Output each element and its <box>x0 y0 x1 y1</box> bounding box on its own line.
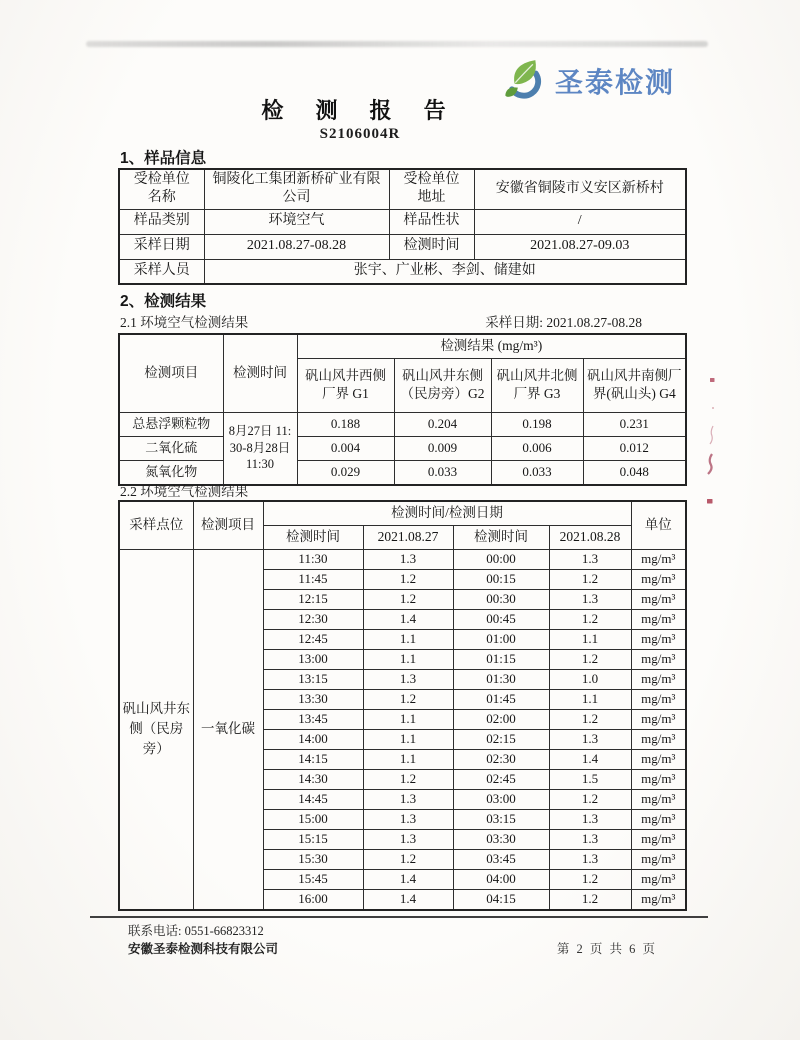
field-label: 受检单位地址 <box>389 169 474 209</box>
unit-cell: mg/m³ <box>631 709 686 729</box>
subcolumn-header-time2: 检测时间 <box>453 525 549 549</box>
time2-cell: 01:15 <box>453 649 549 669</box>
time2-cell: 00:00 <box>453 549 549 569</box>
unit-cell: mg/m³ <box>631 749 686 769</box>
footer-page-number: 第 2 页 共 6 页 <box>556 942 657 956</box>
footer-phone: 联系电话: 0551-66823312 <box>128 924 264 938</box>
time2-cell: 01:30 <box>453 669 549 689</box>
time1-cell: 15:30 <box>263 849 363 869</box>
time1-cell: 14:15 <box>263 749 363 769</box>
time1-cell: 16:00 <box>263 889 363 910</box>
time2-cell: 03:45 <box>453 849 549 869</box>
subcolumn-header-date2: 2021.08.28 <box>549 525 631 549</box>
value1-cell: 1.1 <box>363 629 453 649</box>
footer-company: 安徽圣泰检测科技有限公司 <box>128 942 279 956</box>
unit-cell: mg/m³ <box>631 829 686 849</box>
column-header-time: 检测时间 <box>223 334 297 412</box>
field-label: 采样日期 <box>119 234 204 259</box>
column-header-point: 采样点位 <box>119 501 193 549</box>
result-value-cell: 0.204 <box>394 412 491 436</box>
value1-cell: 1.4 <box>363 609 453 629</box>
value2-cell: 1.3 <box>549 729 631 749</box>
value2-cell: 1.5 <box>549 769 631 789</box>
column-header-datetime: 检测时间/检测日期 <box>263 501 631 525</box>
time1-cell: 12:45 <box>263 629 363 649</box>
section-heading-sample-info: 1、样品信息 <box>120 150 207 167</box>
table-row <box>119 259 686 284</box>
value1-cell: 1.2 <box>363 769 453 789</box>
time1-cell: 11:45 <box>263 569 363 589</box>
result-value-cell: 0.231 <box>583 412 686 436</box>
value1-cell: 1.1 <box>363 709 453 729</box>
time2-cell: 00:15 <box>453 569 549 589</box>
time2-cell: 02:00 <box>453 709 549 729</box>
stamp-bleed-marks <box>698 374 722 510</box>
subsection-caption-22: 2.2 环境空气检测结果 <box>120 484 249 499</box>
time1-cell: 15:45 <box>263 869 363 889</box>
value2-cell: 1.3 <box>549 549 631 569</box>
column-header-param: 检测项目 <box>119 334 223 412</box>
value1-cell: 1.3 <box>363 809 453 829</box>
time2-cell: 03:15 <box>453 809 549 829</box>
field-label: 受检单位名称 <box>119 169 204 209</box>
air2-tbody <box>119 549 686 910</box>
value1-cell: 1.2 <box>363 849 453 869</box>
unit-cell: mg/m³ <box>631 869 686 889</box>
value1-cell: 1.1 <box>363 729 453 749</box>
result-row <box>119 412 686 436</box>
air1-tbody <box>119 412 686 485</box>
field-value: 2021.08.27-09.03 <box>474 234 686 259</box>
time1-cell: 11:30 <box>263 549 363 569</box>
sampling-date-label: 采样日期: 2021.08.27-08.28 <box>485 315 642 330</box>
value2-cell: 1.3 <box>549 809 631 829</box>
time2-cell: 04:00 <box>453 869 549 889</box>
footer-divider <box>90 916 708 918</box>
parameter-cell: 总悬浮颗粒物 <box>119 412 223 436</box>
value2-cell: 1.3 <box>549 849 631 869</box>
time1-cell: 14:45 <box>263 789 363 809</box>
field-value: 安徽省铜陵市义安区新桥村 <box>474 169 686 209</box>
result-value-cell: 0.048 <box>583 460 686 485</box>
parameter-cell: 一氧化碳 <box>193 549 263 910</box>
value1-cell: 1.3 <box>363 669 453 689</box>
header-row <box>119 334 686 358</box>
value2-cell: 1.2 <box>549 869 631 889</box>
value1-cell: 1.3 <box>363 549 453 569</box>
field-label: 检测时间 <box>389 234 474 259</box>
subsection-caption-21: 2.1 环境空气检测结果 <box>120 315 249 330</box>
section-heading-results: 2、检测结果 <box>120 293 207 310</box>
station-header-g2: 矾山风井东侧（民房旁）G2 <box>394 358 491 412</box>
scan-artifact-top <box>86 41 708 47</box>
result-value-cell: 0.004 <box>297 436 394 460</box>
result-row <box>119 436 686 460</box>
report-number: S2106004R <box>319 126 401 142</box>
table-row <box>119 209 686 234</box>
time1-cell: 12:15 <box>263 589 363 609</box>
subcolumn-header-time1: 检测时间 <box>263 525 363 549</box>
time2-cell: 01:00 <box>453 629 549 649</box>
value1-cell: 1.1 <box>363 749 453 769</box>
unit-cell: mg/m³ <box>631 629 686 649</box>
result-value-cell: 0.009 <box>394 436 491 460</box>
column-header-result: 检测结果 (mg/m³) <box>297 334 686 358</box>
air-results-table-2 <box>118 500 687 911</box>
unit-cell: mg/m³ <box>631 649 686 669</box>
time1-cell: 15:00 <box>263 809 363 829</box>
unit-cell: mg/m³ <box>631 729 686 749</box>
field-value: / <box>474 209 686 234</box>
time2-cell: 02:15 <box>453 729 549 749</box>
time2-cell: 02:30 <box>453 749 549 769</box>
time1-cell: 13:45 <box>263 709 363 729</box>
value2-cell: 1.1 <box>549 689 631 709</box>
field-label: 样品性状 <box>389 209 474 234</box>
value2-cell: 1.2 <box>549 789 631 809</box>
field-value: 环境空气 <box>204 209 389 234</box>
unit-cell: mg/m³ <box>631 589 686 609</box>
unit-cell: mg/m³ <box>631 809 686 829</box>
result-value-cell: 0.006 <box>491 436 583 460</box>
time-range-cell: 8月27日 11:30-8月28日 11:30 <box>223 412 297 485</box>
unit-cell: mg/m³ <box>631 849 686 869</box>
table-row <box>119 234 686 259</box>
report-title: 检 测 报 告 <box>261 98 459 123</box>
time1-cell: 13:15 <box>263 669 363 689</box>
time2-cell: 04:15 <box>453 889 549 910</box>
value2-cell: 1.4 <box>549 749 631 769</box>
unit-cell: mg/m³ <box>631 549 686 569</box>
unit-cell: mg/m³ <box>631 889 686 910</box>
header-row <box>119 501 686 525</box>
result-value-cell: 0.198 <box>491 412 583 436</box>
column-header-unit: 单位 <box>631 501 686 549</box>
time1-cell: 14:30 <box>263 769 363 789</box>
measurement-row <box>119 549 686 569</box>
parameter-cell: 氮氧化物 <box>119 460 223 485</box>
logo-text: 圣泰检测 <box>555 67 676 98</box>
value2-cell: 1.2 <box>549 609 631 629</box>
field-value: 铜陵化工集团新桥矿业有限公司 <box>204 169 389 209</box>
value2-cell: 1.3 <box>549 829 631 849</box>
value2-cell: 1.0 <box>549 669 631 689</box>
value2-cell: 1.2 <box>549 709 631 729</box>
result-value-cell: 0.188 <box>297 412 394 436</box>
result-value-cell: 0.029 <box>297 460 394 485</box>
unit-cell: mg/m³ <box>631 609 686 629</box>
time2-cell: 01:45 <box>453 689 549 709</box>
value2-cell: 1.2 <box>549 889 631 910</box>
value1-cell: 1.3 <box>363 789 453 809</box>
value2-cell: 1.2 <box>549 649 631 669</box>
station-header-g3: 矾山风井北侧厂界 G3 <box>491 358 583 412</box>
table-row <box>119 169 686 209</box>
value2-cell: 1.1 <box>549 629 631 649</box>
sample-info-table <box>118 168 687 285</box>
station-header-g1: 矾山风井西侧厂界 G1 <box>297 358 394 412</box>
sampling-point-cell: 矾山风井东侧（民房旁） <box>119 549 193 910</box>
time2-cell: 00:45 <box>453 609 549 629</box>
field-label: 采样人员 <box>119 259 204 284</box>
time1-cell: 15:15 <box>263 829 363 849</box>
field-label: 样品类别 <box>119 209 204 234</box>
time1-cell: 13:00 <box>263 649 363 669</box>
subcolumn-header-date1: 2021.08.27 <box>363 525 453 549</box>
field-value: 2021.08.27-08.28 <box>204 234 389 259</box>
time2-cell: 00:30 <box>453 589 549 609</box>
value1-cell: 1.1 <box>363 649 453 669</box>
time2-cell: 03:00 <box>453 789 549 809</box>
time2-cell: 02:45 <box>453 769 549 789</box>
result-value-cell: 0.033 <box>394 460 491 485</box>
parameter-cell: 二氧化硫 <box>119 436 223 460</box>
unit-cell: mg/m³ <box>631 569 686 589</box>
value1-cell: 1.2 <box>363 569 453 589</box>
air-results-table-1 <box>118 333 687 486</box>
station-header-g4: 矾山风井南侧厂界(矾山头) G4 <box>583 358 686 412</box>
unit-cell: mg/m³ <box>631 669 686 689</box>
unit-cell: mg/m³ <box>631 769 686 789</box>
time1-cell: 12:30 <box>263 609 363 629</box>
time2-cell: 03:30 <box>453 829 549 849</box>
unit-cell: mg/m³ <box>631 689 686 709</box>
value1-cell: 1.2 <box>363 589 453 609</box>
value2-cell: 1.3 <box>549 589 631 609</box>
unit-cell: mg/m³ <box>631 789 686 809</box>
value1-cell: 1.4 <box>363 889 453 910</box>
field-value: 张宇、广业彬、李剑、储建如 <box>204 259 686 284</box>
result-value-cell: 0.033 <box>491 460 583 485</box>
value1-cell: 1.3 <box>363 829 453 849</box>
column-header-param: 检测项目 <box>193 501 263 549</box>
time1-cell: 13:30 <box>263 689 363 709</box>
value1-cell: 1.2 <box>363 689 453 709</box>
time1-cell: 14:00 <box>263 729 363 749</box>
value1-cell: 1.4 <box>363 869 453 889</box>
value2-cell: 1.2 <box>549 569 631 589</box>
result-value-cell: 0.012 <box>583 436 686 460</box>
